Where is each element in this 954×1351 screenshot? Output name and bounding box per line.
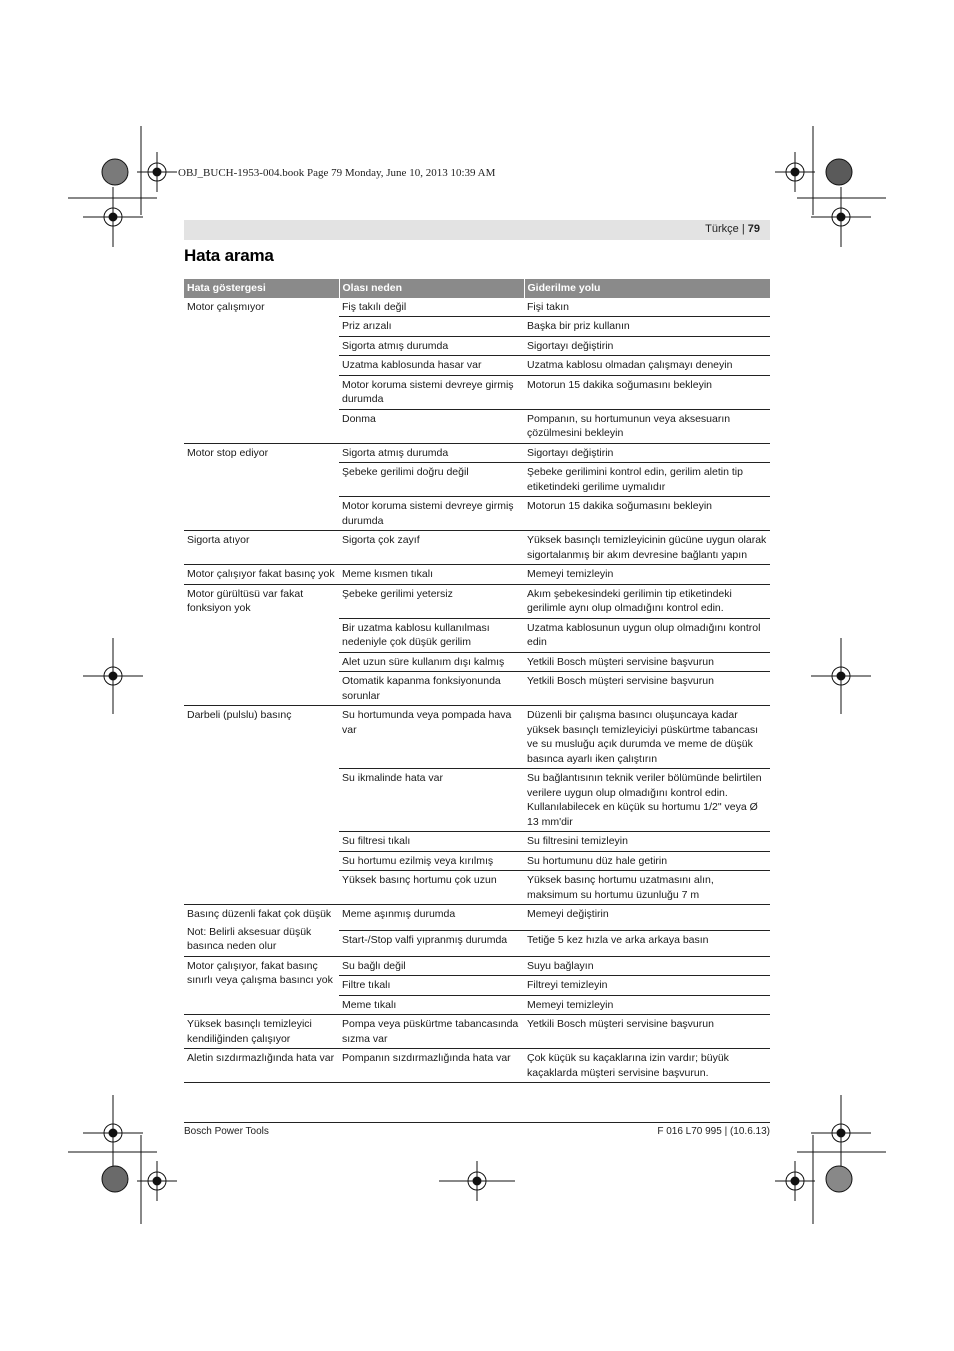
remedy-cell: Fişi takın bbox=[524, 298, 770, 317]
cause-cell: Su filtresi tıkalı bbox=[339, 832, 524, 852]
symptom-cell bbox=[184, 1015, 339, 1049]
remedy-cell: Sigortayı değiştirin bbox=[524, 443, 770, 463]
remedy-cell: Sigortayı değiştirin bbox=[524, 336, 770, 356]
symptom-text: Motor çalışıyor, fakat basınç sınırlı veya çalışma basıncı yok bbox=[187, 959, 333, 986]
symptom-text: Motor gürültüsü var fakat fonksiyon yok bbox=[187, 587, 304, 614]
remedy-cell: Çok küçük su kaçaklarına izin vardır; büyük kaçaklarda müşteri servisine başvurun. bbox=[524, 1049, 770, 1083]
cause-cell: Motor koruma sistemi devreye girmiş durumda bbox=[339, 375, 524, 409]
symptom-cell bbox=[184, 905, 339, 957]
symptom-text: Yüksek basınçlı temizleyici kendiliğinden çalışıyor bbox=[187, 1018, 312, 1045]
cause-cell: Pompa veya püskürtme tabancasında sızma var bbox=[339, 1015, 524, 1049]
symptom-cell bbox=[184, 1049, 339, 1083]
header-remedy: Giderilme yolu bbox=[524, 279, 770, 298]
header-language: Türkçe bbox=[705, 223, 739, 235]
symptom-cell bbox=[184, 706, 339, 905]
table-row bbox=[184, 584, 770, 618]
cause-cell: Alet uzun süre kullanım dışı kalmış bbox=[339, 652, 524, 672]
cause-cell: Su hortumunda veya pompada hava var bbox=[339, 706, 524, 769]
header-cause: Olası neden bbox=[339, 279, 524, 298]
remedy-cell: Uzatma kablosunun uygun olup olmadığını kontrol edin bbox=[524, 618, 770, 652]
table-row bbox=[184, 956, 770, 976]
cause-cell: Sigorta çok zayıf bbox=[339, 531, 524, 565]
symptom-cell bbox=[184, 565, 339, 585]
symptom-cell bbox=[184, 298, 339, 444]
table-row bbox=[184, 531, 770, 565]
symptom-text: Basınç düzenli fakat çok düşük bbox=[187, 908, 332, 920]
remedy-cell: Su bağlantısının teknik veriler bölümünde belirtilen verilere uygun olup olmadığını kontrol edin. Kullanılabilecek en küçük su hortumu 1/2" veya Ø 13 mm'dir bbox=[524, 769, 770, 832]
remedy-cell: Tetiğe 5 kez hızla ve arka arkaya basın bbox=[524, 930, 770, 956]
remedy-cell: Düzenli bir çalışma basıncı oluşuncaya kadar yüksek basınçlı temizleyiciyi püskürtme tabancası ve su musluğu açık durumda ve meme de düşük basınca ayarlı iken çalıştırın bbox=[524, 706, 770, 769]
table-row bbox=[184, 1049, 770, 1083]
footer-brand: Bosch Power Tools bbox=[184, 1126, 269, 1137]
cause-cell: Meme kısmen tıkalı bbox=[339, 565, 524, 585]
header-symptom: Hata göstergesi bbox=[184, 279, 339, 298]
table-row bbox=[184, 565, 770, 585]
symptom-cell bbox=[184, 531, 339, 565]
remedy-cell: Suyu bağlayın bbox=[524, 956, 770, 976]
cause-cell: Otomatik kapanma fonksiyonunda sorunlar bbox=[339, 672, 524, 706]
remedy-cell: Başka bir priz kullanın bbox=[524, 317, 770, 337]
page-header-band bbox=[184, 220, 770, 240]
table-row bbox=[184, 706, 770, 769]
cause-cell: Sigorta atmış durumda bbox=[339, 443, 524, 463]
table-row bbox=[184, 443, 770, 463]
table-row bbox=[184, 905, 770, 931]
cause-cell: Su bağlı değil bbox=[339, 956, 524, 976]
symptom-text: Sigorta atıyor bbox=[187, 534, 250, 546]
cause-cell: Bir uzatma kablosu kullanılması nedeniyle çok düşük gerilim bbox=[339, 618, 524, 652]
cause-cell: Pompanın sızdırmazlığında hata var bbox=[339, 1049, 524, 1083]
footer-doc-id: F 016 L70 995 | (10.6.13) bbox=[657, 1126, 770, 1137]
remedy-cell: Su hortumunu düz hale getirin bbox=[524, 851, 770, 871]
remedy-cell: Şebeke gerilimini kontrol edin, gerilim aletin tip etiketindeki gerilime uymalıdır bbox=[524, 463, 770, 497]
symptom-note: Not: Belirli aksesuar düşük basınca neden olur bbox=[187, 925, 312, 952]
cause-cell: Sigorta atmış durumda bbox=[339, 336, 524, 356]
remedy-cell: Memeyi temizleyin bbox=[524, 565, 770, 585]
cause-cell: Su hortumu ezilmiş veya kırılmış bbox=[339, 851, 524, 871]
troubleshooting-table bbox=[184, 279, 770, 1083]
remedy-cell: Yüksek basınçlı temizleyicinin gücüne uygun olarak sigortalanmış bir akım devresine bağlantı yapın bbox=[524, 531, 770, 565]
remedy-cell: Yetkili Bosch müşteri servisine başvurun bbox=[524, 1015, 770, 1049]
cause-cell: Priz arızalı bbox=[339, 317, 524, 337]
symptom-text: Darbeli (pulslu) basınç bbox=[187, 709, 292, 721]
remedy-cell: Filtreyi temizleyin bbox=[524, 976, 770, 996]
cause-cell: Donma bbox=[339, 409, 524, 443]
remedy-cell: Akım şebekesindeki gerilimin tip etiketindeki gerilimle aynı olup olmadığını kontrol edin. bbox=[524, 584, 770, 618]
cause-cell: Motor koruma sistemi devreye girmiş durumda bbox=[339, 497, 524, 531]
header-separator: | bbox=[741, 223, 745, 235]
remedy-cell: Motorun 15 dakika soğumasını bekleyin bbox=[524, 497, 770, 531]
symptom-text: Motor stop ediyor bbox=[187, 446, 269, 459]
symptom-cell bbox=[184, 584, 339, 706]
remedy-cell: Pompanın, su hortumunun veya aksesuarın çözülmesini bekleyin bbox=[524, 409, 770, 443]
cause-cell: Su ikmalinde hata var bbox=[339, 769, 524, 832]
remedy-cell: Motorun 15 dakika soğumasını bekleyin bbox=[524, 375, 770, 409]
symptom-text: Aletin sızdırmazlığında hata var bbox=[187, 1052, 335, 1064]
symptom-cell bbox=[184, 443, 339, 531]
remedy-cell: Yüksek basınç hortumu uzatmasını alın, maksimum su hortumu üzunluğu 7 m bbox=[524, 871, 770, 905]
cause-cell: Meme aşınmış durumda bbox=[339, 905, 524, 931]
table-row bbox=[184, 1015, 770, 1049]
symptom-cell bbox=[184, 956, 339, 1015]
symptom-text: Motor çalışıyor fakat basınç yok bbox=[187, 568, 335, 580]
table-row bbox=[184, 298, 770, 317]
remedy-cell: Yetkili Bosch müşteri servisine başvurun bbox=[524, 652, 770, 672]
cause-cell: Filtre tıkalı bbox=[339, 976, 524, 996]
cause-cell: Şebeke gerilimi doğru değil bbox=[339, 463, 524, 497]
cause-cell: Uzatma kablosunda hasar var bbox=[339, 356, 524, 376]
cause-cell: Start-/Stop valfi yıpranmış durumda bbox=[339, 930, 524, 956]
table-body bbox=[184, 298, 770, 1083]
page-number: 79 bbox=[747, 223, 760, 235]
remedy-cell: Uzatma kablosu olmadan çalışmayı deneyin bbox=[524, 356, 770, 376]
remedy-cell: Su filtresini temizleyin bbox=[524, 832, 770, 852]
table-header-row bbox=[184, 279, 770, 298]
cause-cell: Yüksek basınç hortumu çok uzun bbox=[339, 871, 524, 905]
footer-rule bbox=[184, 1122, 770, 1123]
page-header bbox=[705, 223, 760, 235]
cause-cell: Fiş takılı değil bbox=[339, 298, 524, 317]
cause-cell: Şebeke gerilimi yetersiz bbox=[339, 584, 524, 618]
remedy-cell: Memeyi temizleyin bbox=[524, 995, 770, 1015]
remedy-cell: Memeyi değiştirin bbox=[524, 905, 770, 931]
remedy-cell: Yetkili Bosch müşteri servisine başvurun bbox=[524, 672, 770, 706]
print-slug: OBJ_BUCH-1953-004.book Page 79 Monday, June 10, 2013 10:39 AM bbox=[178, 167, 496, 179]
section-title: Hata arama bbox=[184, 246, 274, 265]
symptom-text: Motor çalışmıyor bbox=[187, 300, 265, 313]
cause-cell: Meme tıkalı bbox=[339, 995, 524, 1015]
